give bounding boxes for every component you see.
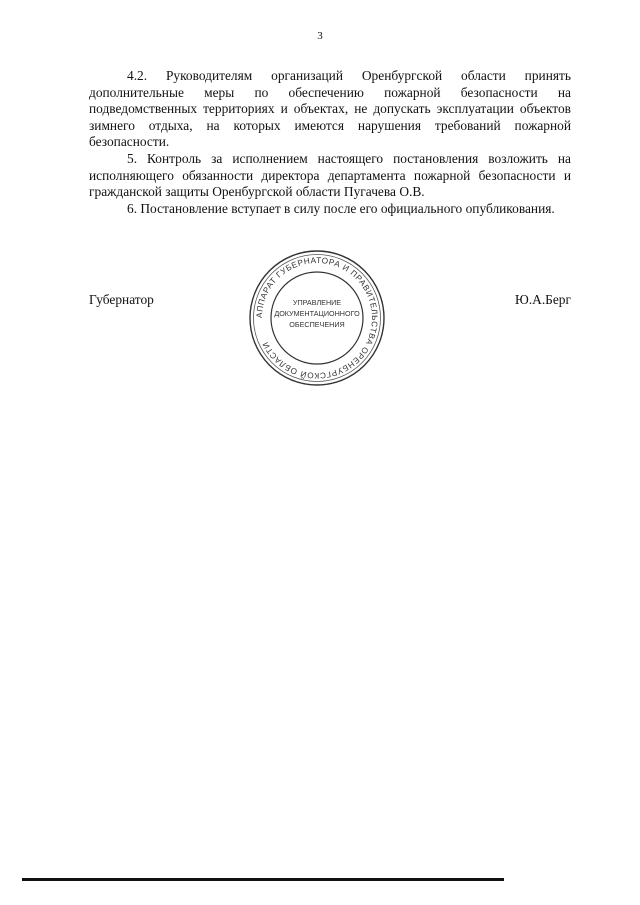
paragraph-4-2: 4.2. Руководителям организаций Оренбургской области принять дополнительные меры по обеспечению пожарной безопасности на подведомственных территориях и объектах, не допускать эксплуатации объектов зимнего отдыха, на которых имеются нарушения требований пожарной безопасности. — [89, 68, 571, 150]
official-seal-stamp — [247, 248, 387, 388]
page-number: 3 — [317, 30, 323, 42]
paragraph-5: 5. Контроль за исполнением настоящего постановления возложить на исполняющего обязанности директора департамента пожарной безопасности и гражданской защиты Оренбургской области Пугачева О.В. — [89, 150, 571, 200]
stamp-center-line-3: ОБЕСПЕЧЕНИЯ — [289, 320, 345, 329]
stamp-center-line-1: УПРАВЛЕНИЕ — [292, 298, 342, 307]
stamp-center-line-2: ДОКУМЕНТАЦИОННОГО — [274, 309, 360, 318]
svg-text:АППАРАТ ГУБЕРНАТОРА И ПРАВИТЕЛ — [255, 256, 379, 381]
document-body — [89, 68, 571, 217]
signatory-name: Ю.А.Берг — [515, 292, 571, 307]
paragraph-6: 6. Постановление вступает в силу после его официального опубликования. — [127, 200, 555, 216]
stamp-ring-text: АППАРАТ ГУБЕРНАТОРА И ПРАВИТЕЛЬСТВА ОРЕНБУРГСКОЙ ОБЛАСТИ — [254, 255, 380, 381]
bottom-scan-edge-line — [22, 878, 504, 881]
signatory-title: Губернатор — [89, 292, 154, 307]
